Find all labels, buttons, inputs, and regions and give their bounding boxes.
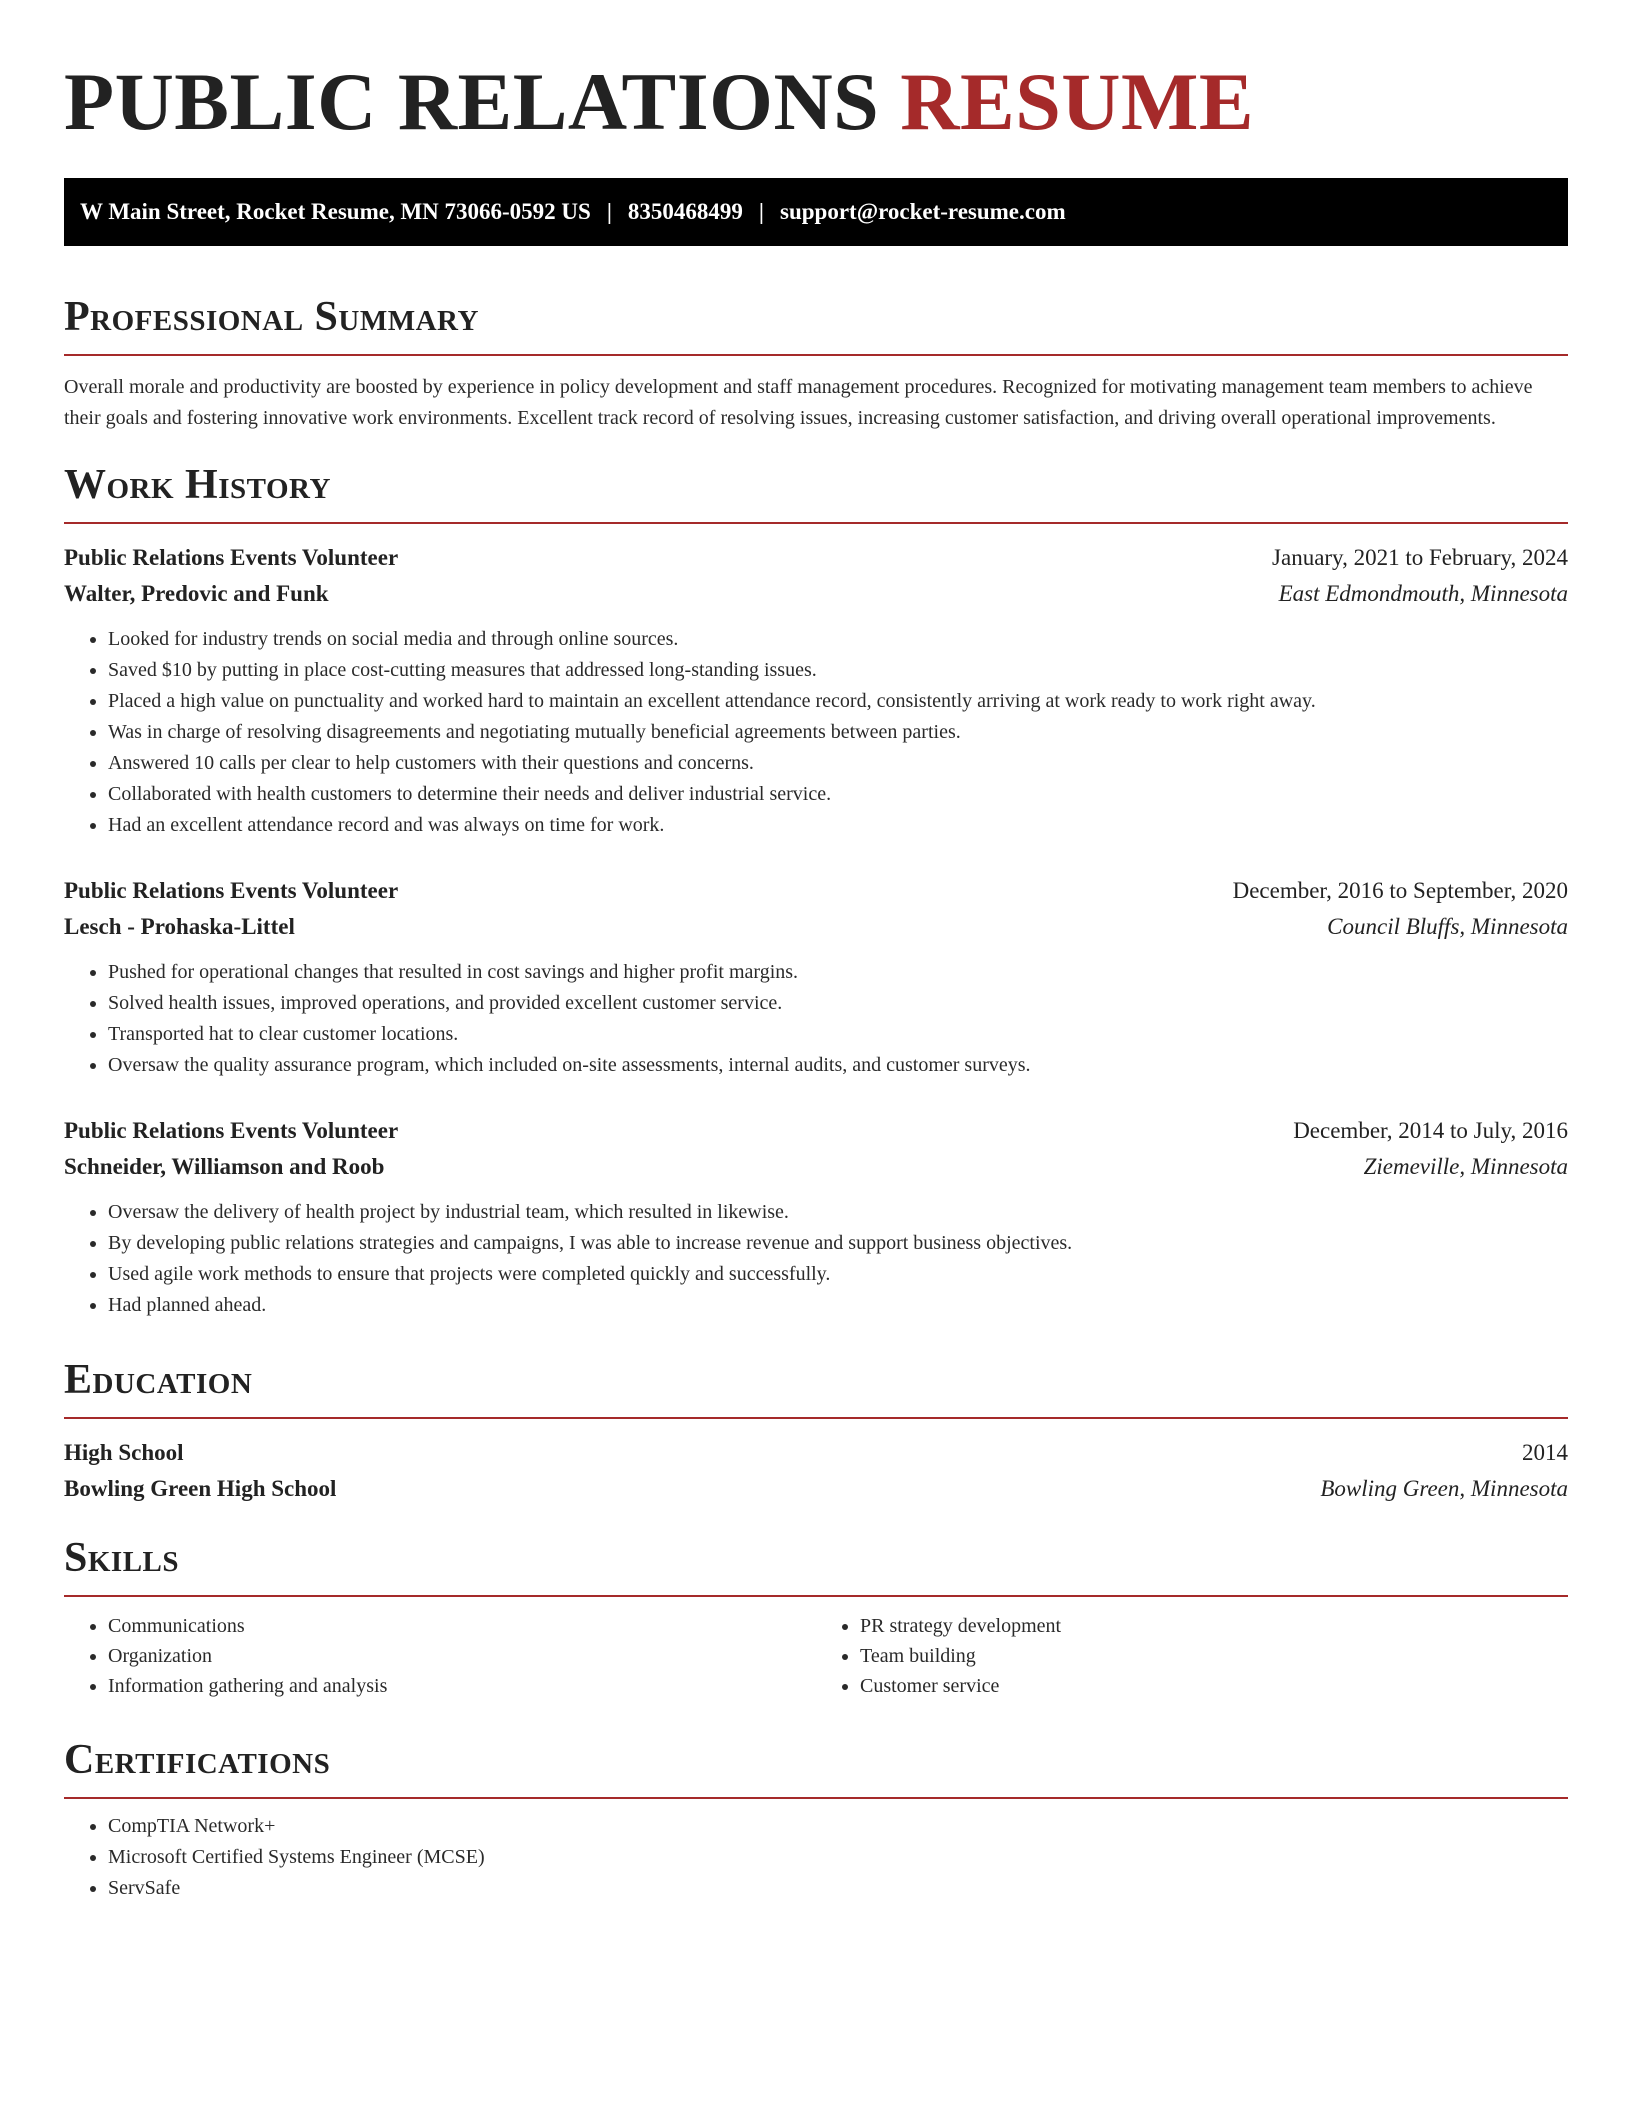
contact-email: support@rocket-resume.com [780,199,1066,224]
job-company: Schneider, Williamson and Roob [64,1154,385,1179]
contact-address: W Main Street, Rocket Resume, MN 73066-0592 US [80,199,591,224]
list-item: • Looked for industry trends on social media and through online sources. [108,624,1568,655]
skill-item: • Communications [108,1611,816,1641]
job-title: Public Relations Events Volunteer [64,545,399,570]
title-accent: RESUME [900,56,1255,147]
job-company: Walter, Predovic and Funk [64,581,329,606]
education-school: Bowling Green High School [64,1476,337,1501]
education-degree-row [64,1435,1568,1471]
job-dates: December, 2016 to September, 2020 [1232,878,1568,903]
certification-item: • Microsoft Certified Systems Engineer (MCSE) [108,1842,1568,1873]
skills-grid [64,1611,1568,1701]
job-company-row [64,909,1568,945]
title-main: PUBLIC RELATIONS [64,56,880,147]
job-company-row [64,1149,1568,1185]
job-bullets [64,624,1568,841]
job-company: Lesch - Prohaska-Littel [64,914,295,939]
education-year: 2014 [1522,1440,1568,1465]
skills-column-left [64,1611,816,1701]
job-dates: December, 2014 to July, 2016 [1293,1118,1568,1143]
skill-item: • Information gathering and analysis [108,1671,816,1701]
list-item: • Saved $10 by putting in place cost-cutting measures that addressed long-standing issues. [108,655,1568,686]
skill-item: • PR strategy development [860,1611,1568,1641]
job-title: Public Relations Events Volunteer [64,1118,399,1143]
job-title-row [64,873,1568,909]
job-bullets [64,1197,1568,1321]
list-item: • Answered 10 calls per clear to help customers with their questions and concerns. [108,748,1568,779]
contact-separator: | [758,199,764,224]
summary-heading: Professional Summary [64,294,479,340]
job-title: Public Relations Events Volunteer [64,878,399,903]
list-item: • Used agile work methods to ensure that projects were completed quickly and successfully. [108,1259,1568,1290]
skill-item: • Customer service [860,1671,1568,1701]
job-entry [64,540,1568,841]
education-degree: High School [64,1440,184,1465]
section-divider [64,1595,1568,1597]
job-entry [64,1113,1568,1321]
job-entry [64,873,1568,1081]
certifications-heading: Certifications [64,1737,331,1783]
list-item: • Pushed for operational changes that resulted in cost savings and higher profit margins. [108,957,1568,988]
job-company-row [64,576,1568,612]
list-item: • By developing public relations strategies and campaigns, I was able to increase revenue and support business objectives. [108,1228,1568,1259]
contact-bar [64,178,1568,246]
summary-text: Overall morale and productivity are boosted by experience in policy development and staff management procedures. Recognized for motivating management team members to achieve their goals and fostering innovative work environments. Excellent track record of resolving issues, increasing customer satisfaction, and driving overall operational improvements. [64,376,1533,429]
list-item: • Solved health issues, improved operations, and provided excellent customer service. [108,988,1568,1019]
section-divider [64,522,1568,524]
list-item: • Was in charge of resolving disagreements and negotiating mutually beneficial agreements between parties. [108,717,1568,748]
section-divider [64,1797,1568,1799]
job-title-row [64,1113,1568,1149]
list-item: • Collaborated with health customers to determine their needs and deliver industrial service. [108,779,1568,810]
certification-item: • CompTIA Network+ [108,1811,1568,1842]
skills-heading: Skills [64,1535,180,1581]
list-item: • Had planned ahead. [108,1290,1568,1321]
section-divider [64,1417,1568,1419]
job-location: Council Bluffs, Minnesota [1327,914,1568,939]
certifications-list [64,1811,1568,1904]
contact-separator: | [606,199,612,224]
education-entry [64,1435,1568,1507]
job-title-row [64,540,1568,576]
work-history-heading: Work History [64,462,331,508]
section-divider [64,354,1568,356]
skill-item: • Organization [108,1641,816,1671]
list-item: • Placed a high value on punctuality and worked hard to maintain an excellent attendance record, consistently arriving at work ready to work right away. [108,686,1568,717]
list-item: • Oversaw the delivery of health project by industrial team, which resulted in likewise. [108,1197,1568,1228]
resume-title [64,0,1568,152]
skills-column-right [816,1611,1568,1701]
skill-item: • Team building [860,1641,1568,1671]
list-item: • Oversaw the quality assurance program, which included on-site assessments, internal audits, and customer surveys. [108,1050,1568,1081]
job-bullets [64,957,1568,1081]
education-heading: Education [64,1357,253,1403]
list-item: • Transported hat to clear customer locations. [108,1019,1568,1050]
list-item: • Had an excellent attendance record and was always on time for work. [108,810,1568,841]
job-location: Ziemeville, Minnesota [1363,1154,1568,1179]
job-location: East Edmondmouth, Minnesota [1278,581,1568,606]
education-school-row [64,1471,1568,1507]
certification-item: • ServSafe [108,1873,1568,1904]
contact-phone: 8350468499 [627,199,743,224]
education-location: Bowling Green, Minnesota [1320,1476,1568,1501]
job-dates: January, 2021 to February, 2024 [1272,545,1568,570]
